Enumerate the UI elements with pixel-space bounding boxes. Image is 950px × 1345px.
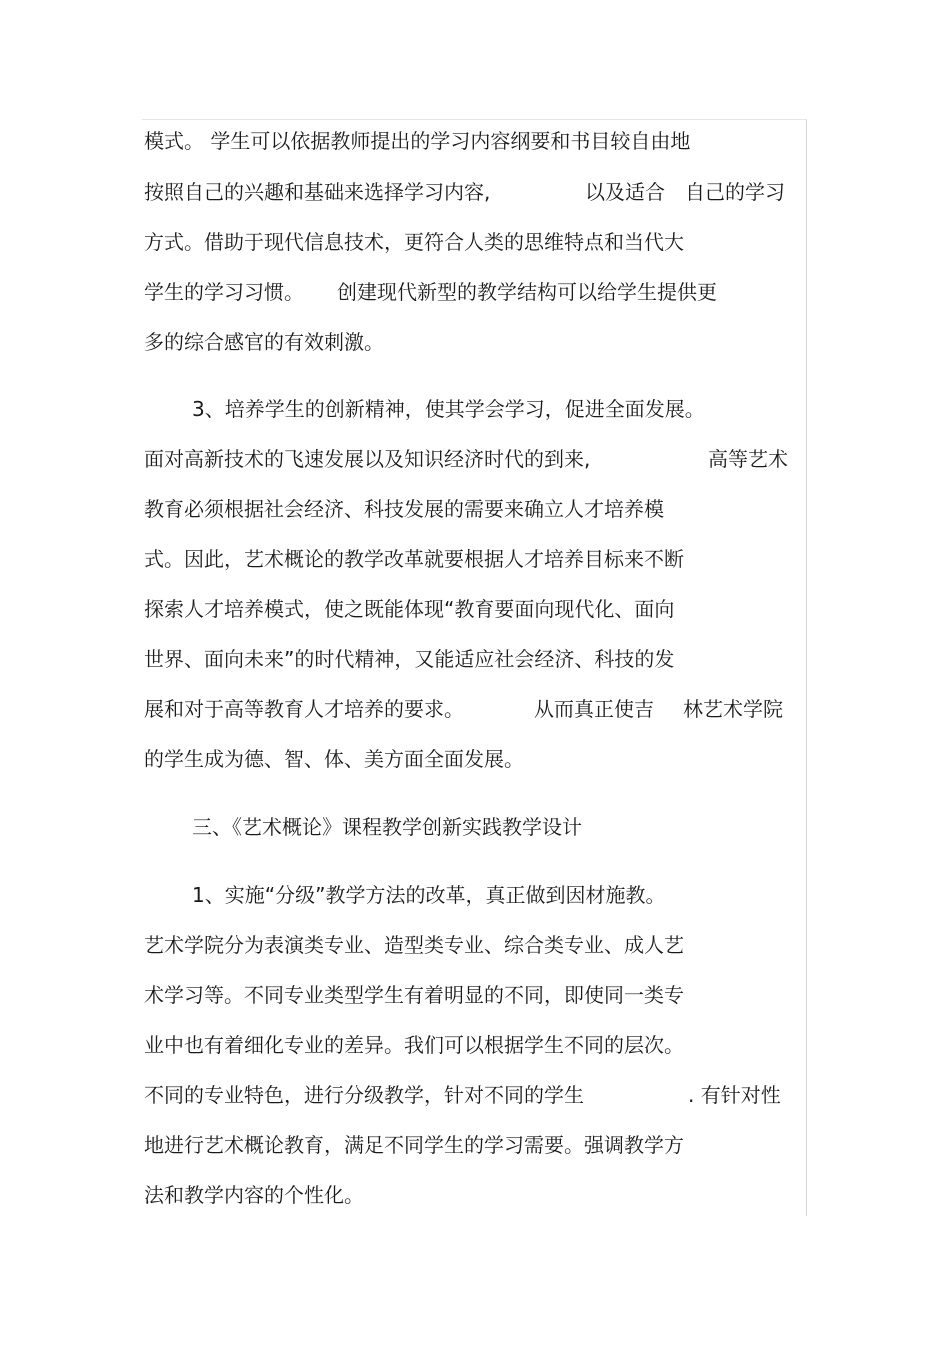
text-segment: 术学习等。不同专业类型学生有着明显的不同，即使同一类专 — [144, 983, 684, 1007]
text-segment: 创建现代新型的教学结构可以给学生提供更 — [337, 280, 717, 304]
text-segment: 模式。 学生可以依据教师提出的学习内容纲要和书目较自由地 — [144, 129, 691, 153]
text-segment: 按照自己的兴趣和基础来选择学习内容, — [144, 180, 491, 204]
text-segment: 世界、面向未来”的时代精神，又能适应社会经济、科技的发 — [144, 647, 675, 671]
text-segment: 三、《艺术概论》课程教学创新实践教学设计 — [192, 815, 582, 839]
text-segment: 式。因此，艺术概论的教学改革就要根据人才培养目标来不断 — [144, 547, 684, 571]
text-segment: 业中也有着细化专业的差异。我们可以根据学生不同的层次。 — [144, 1033, 684, 1057]
text-segment: 林艺术学院 — [683, 697, 783, 721]
text-segment: 方式。借助于现代信息技术，更符合人类的思维特点和当代大 — [144, 230, 684, 254]
text-segment: . 有针对性 — [688, 1083, 781, 1107]
text-segment: 艺术学院分为表演类专业、造型类专业、综合类专业、成人艺 — [144, 933, 684, 957]
text-segment: 自己的学习 — [685, 180, 785, 204]
text-segment: 不同的专业特色，进行分级教学，针对不同的学生 — [144, 1083, 584, 1107]
text-segment: 3、培养学生的创新精神，使其学会学习，促进全面发展。 — [192, 397, 705, 421]
text-segment: 1、实施“分级”教学方法的改革，真正做到因材施教。 — [192, 883, 666, 907]
text-segment: 展和对于高等教育人才培养的要求。 — [144, 697, 464, 721]
text-segment: 高等艺术 — [708, 447, 788, 471]
text-segment: 地进行艺术概论教育，满足不同学生的学习需要。强调教学方 — [144, 1133, 684, 1157]
text-segment: 面对高新技术的飞速发展以及知识经济时代的到来, — [144, 447, 591, 471]
text-segment: 从而真正使吉 — [534, 697, 654, 721]
text-segment: 多的综合感官的有效刺激。 — [144, 330, 384, 354]
text-segment: 以及适合 — [585, 180, 665, 204]
text-segment: 学生的学习习惯。 — [144, 280, 304, 304]
text-segment: 探索人才培养模式，使之既能体现“教育要面向现代化、面向 — [144, 597, 675, 621]
text-segment: 的学生成为德、智、体、美方面全面发展。 — [144, 747, 524, 771]
text-segment: 法和教学内容的个性化。 — [144, 1183, 364, 1207]
text-segment: 教育必须根据社会经济、科技发展的需要来确立人才培养模 — [144, 497, 664, 521]
